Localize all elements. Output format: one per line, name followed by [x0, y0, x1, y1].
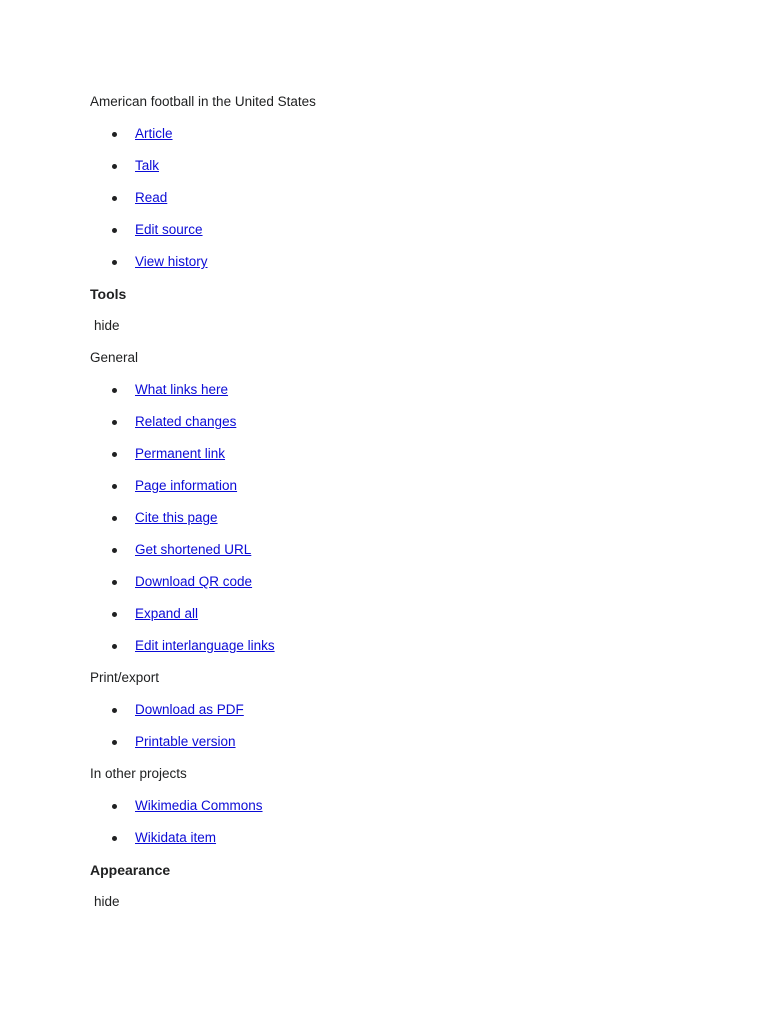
bullet-icon	[112, 708, 117, 713]
download-qr-code-link[interactable]: Download QR code	[135, 574, 253, 589]
get-shortened-url-link[interactable]: Get shortened URL	[135, 542, 252, 557]
appearance-hide-button[interactable]: hide	[94, 894, 120, 909]
other-projects-section-label: In other projects	[90, 766, 187, 781]
list-item	[90, 733, 690, 765]
list-item	[90, 701, 690, 733]
wikimedia-commons-link[interactable]: Wikimedia Commons	[135, 798, 263, 813]
bullet-icon	[112, 836, 117, 841]
list-item	[90, 381, 690, 413]
list-item	[90, 509, 690, 541]
edit-source-link[interactable]: Edit source	[135, 222, 203, 237]
list-item	[90, 605, 690, 637]
wikidata-item-link[interactable]: Wikidata item	[135, 830, 217, 845]
bullet-icon	[112, 196, 117, 201]
bullet-icon	[112, 580, 117, 585]
printable-version-link[interactable]: Printable version	[135, 734, 236, 749]
page-title: American football in the United States	[90, 94, 316, 109]
bullet-icon	[112, 260, 117, 265]
general-tools-list	[90, 381, 690, 669]
related-changes-link[interactable]: Related changes	[135, 414, 237, 429]
bullet-icon	[112, 388, 117, 393]
cite-this-page-link[interactable]: Cite this page	[135, 510, 218, 525]
list-item	[90, 189, 690, 221]
bullet-icon	[112, 804, 117, 809]
list-item	[90, 221, 690, 253]
page-information-link[interactable]: Page information	[135, 478, 238, 493]
bullet-icon	[112, 452, 117, 457]
tools-heading: Tools	[90, 286, 127, 302]
bullet-icon	[112, 420, 117, 425]
bullet-icon	[112, 740, 117, 745]
read-link[interactable]: Read	[135, 190, 168, 205]
list-item	[90, 829, 690, 861]
talk-link[interactable]: Talk	[135, 158, 160, 173]
list-item	[90, 125, 690, 157]
list-item	[90, 157, 690, 189]
other-projects-list	[90, 797, 690, 861]
bullet-icon	[112, 516, 117, 521]
bullet-icon	[112, 164, 117, 169]
list-item	[90, 541, 690, 573]
list-item	[90, 445, 690, 477]
bullet-icon	[112, 228, 117, 233]
print-export-list	[90, 701, 690, 765]
print-export-section-label: Print/export	[90, 670, 160, 685]
list-item	[90, 477, 690, 509]
view-history-link[interactable]: View history	[135, 254, 208, 269]
tools-hide-button[interactable]: hide	[94, 318, 120, 333]
what-links-here-link[interactable]: What links here	[135, 382, 229, 397]
list-item	[90, 797, 690, 829]
appearance-heading: Appearance	[90, 862, 171, 878]
download-as-pdf-link[interactable]: Download as PDF	[135, 702, 244, 717]
list-item	[90, 413, 690, 445]
general-section-label: General	[90, 350, 139, 365]
permanent-link[interactable]: Permanent link	[135, 446, 226, 461]
bullet-icon	[112, 548, 117, 553]
namespace-list	[90, 125, 690, 285]
expand-all-link[interactable]: Expand all	[135, 606, 199, 621]
bullet-icon	[112, 484, 117, 489]
bullet-icon	[112, 644, 117, 649]
page-content	[90, 93, 690, 925]
list-item	[90, 573, 690, 605]
list-item	[90, 637, 690, 669]
list-item	[90, 253, 690, 285]
edit-interlanguage-links-link[interactable]: Edit interlanguage links	[135, 638, 275, 653]
bullet-icon	[112, 612, 117, 617]
article-link[interactable]: Article	[135, 126, 173, 141]
bullet-icon	[112, 132, 117, 137]
